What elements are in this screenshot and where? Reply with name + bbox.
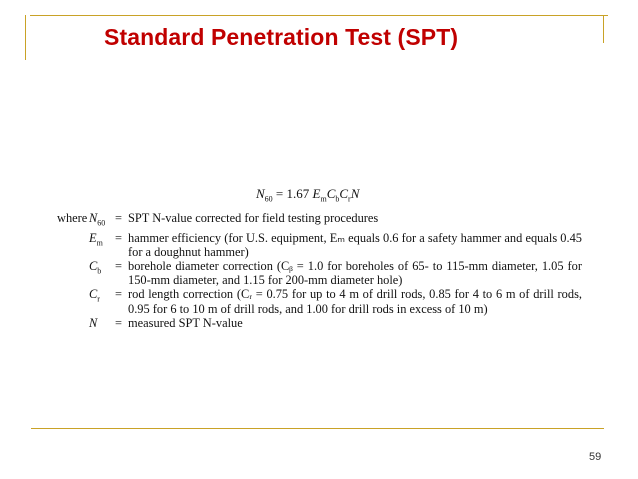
definition-symbol: $N_{60}$	[89, 211, 106, 228]
right-rule	[603, 15, 604, 43]
bottom-rule	[31, 428, 604, 429]
definition-text: rod length correction (Cᵣ = 0.75 for up to 4 m of drill rods, 0.85 for 4 to 6 m of drill rods, 0.95 for 6 to 10 m of drill rods, and 1.00 for drill rods in excess of 10 m)	[128, 287, 582, 316]
spt-formula	[256, 186, 359, 204]
formula-term-cb: C	[326, 186, 336, 201]
formula-term-em: E	[312, 186, 321, 201]
formula-term-cr: C	[339, 186, 349, 201]
definition-row-cr	[57, 287, 582, 315]
equals-sign: =	[115, 259, 122, 274]
formula-lhs-subscript: 60	[264, 194, 273, 204]
top-rule	[30, 15, 608, 16]
formula-term-cr-subscript: r	[348, 194, 351, 204]
where-label: where	[57, 211, 88, 225]
left-rule	[25, 15, 26, 60]
definition-row-n	[57, 316, 582, 336]
formula-lhs: N	[256, 186, 265, 201]
definition-row-em	[57, 231, 582, 259]
definition-symbol: $E_m$	[89, 230, 103, 248]
slide-title: Standard Penetration Test (SPT)	[104, 24, 459, 50]
definition-text: measured SPT N-value	[128, 315, 243, 330]
definitions-list	[57, 211, 582, 336]
formula-term-cb-subscript: b	[335, 194, 340, 204]
definition-symbol: N	[89, 315, 98, 330]
definition-row-cb	[57, 259, 582, 287]
formula-term-em-subscript: m	[320, 194, 327, 204]
equals-sign: =	[115, 287, 122, 302]
definition-text: SPT N-value corrected for field testing procedures	[128, 211, 379, 225]
definition-row-n60	[57, 211, 582, 231]
formula-term-n: N	[350, 186, 360, 201]
equals-sign: =	[115, 230, 122, 245]
equals-sign: =	[115, 315, 122, 330]
page-number: 59	[589, 451, 602, 463]
formula-rhs-text: = 1.67	[272, 186, 313, 201]
equals-sign: =	[115, 211, 122, 225]
definition-symbol: $C_b$	[89, 259, 102, 276]
definition-text: borehole diameter correction (Cᵦ = 1.0 for boreholes of 65- to 115-mm diameter, 1.05 for 150-mm diameter, and 1.15 for 200-mm diameter hole)	[128, 259, 582, 288]
definition-text: hammer efficiency (for U.S. equipment, Eₘ equals 0.6 for a safety hammer and equals 0.45 for a doughnut hammer)	[128, 230, 582, 259]
definition-symbol: $C_r$	[89, 287, 100, 304]
